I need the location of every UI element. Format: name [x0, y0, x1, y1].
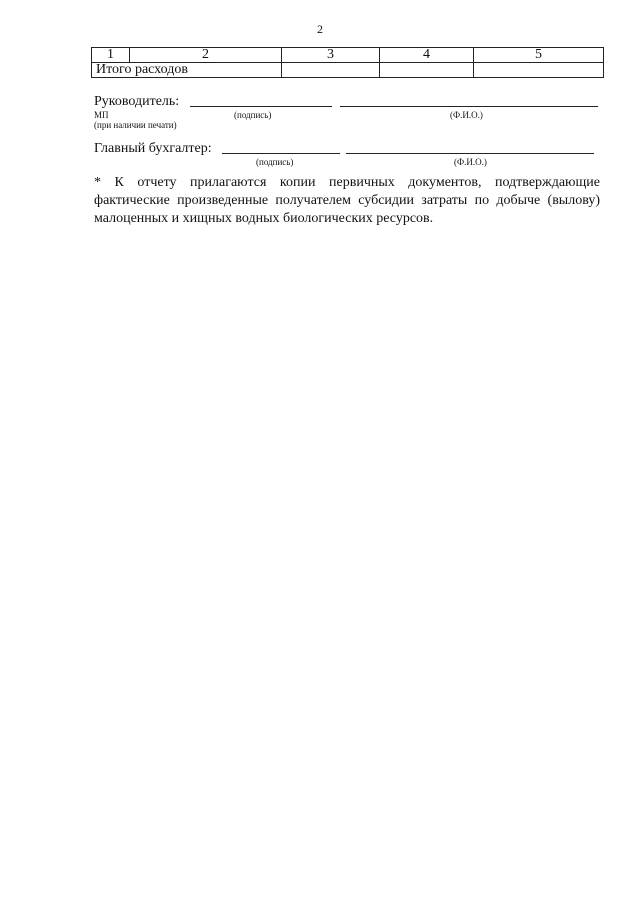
total-cell-3	[282, 63, 380, 78]
column-number-4: 4	[380, 48, 474, 63]
expenses-table	[91, 47, 604, 78]
footnote: * К отчету прилагаются копии первичных документов, подтверждающие фактические произведенные получателем субсидии затраты по добыче (вылову) малоценных и хищных водных биологических ресурсов.	[94, 175, 600, 226]
total-cell-4	[380, 63, 474, 78]
column-number-2: 2	[130, 48, 282, 63]
table-header-row	[92, 48, 604, 63]
total-cell-5	[474, 63, 604, 78]
director-name-field	[340, 106, 598, 107]
director-signature-caption: (подпись)	[234, 110, 272, 120]
column-number-3: 3	[282, 48, 380, 63]
accountant-signature-caption: (подпись)	[256, 157, 294, 167]
director-signature-block	[94, 92, 600, 130]
accountant-signature-field	[222, 153, 340, 154]
accountant-signature-line	[94, 139, 600, 157]
director-signature-line	[94, 92, 600, 110]
column-number-5: 5	[474, 48, 604, 63]
accountant-name-field	[346, 153, 594, 154]
director-label: Руководитель:	[94, 94, 180, 109]
stamp-note: (при наличии печати)	[94, 120, 177, 130]
accountant-name-caption: (Ф.И.О.)	[454, 157, 487, 167]
total-expenses-label: Итого расходов	[92, 63, 282, 78]
director-name-caption: (Ф.И.О.)	[450, 110, 483, 120]
column-number-1: 1	[92, 48, 130, 63]
page-number: 2	[317, 22, 323, 36]
accountant-signature-block	[94, 139, 600, 167]
stamp-label: МП	[94, 110, 109, 120]
accountant-label: Главный бухгалтер:	[94, 141, 212, 156]
total-expenses-row	[92, 63, 604, 78]
director-signature-field	[190, 106, 332, 107]
